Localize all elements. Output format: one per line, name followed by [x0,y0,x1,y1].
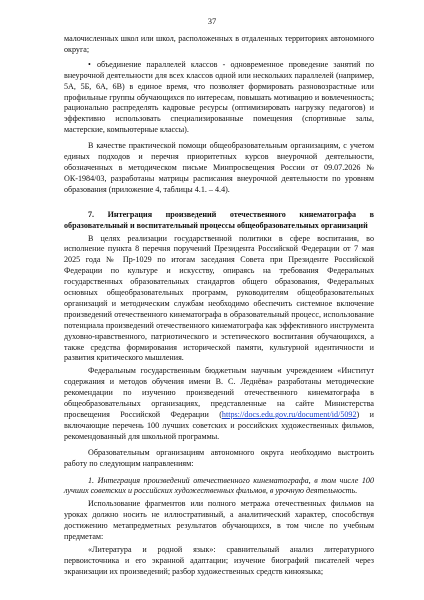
paragraph-text-before-link: Федеральным государственным бюджетным научным учреждением «Институт содержания и методов обучения имени В. С. Леднёва» разработаны методические рекомендации по изучению произведений отечественного кинематографа в общеобразовательных организациях, представленные на сайте Министерства просвещения Российской Федерации ( [64,366,374,419]
page-number: 37 [207,16,217,26]
bullet-paragraph [64,60,374,136]
paragraph-continuation: малочисленных школ или школ, расположенных в отдаленных территориях автономного округа; [64,34,374,54]
document-link[interactable]: https://docs.edu.gov.ru/document/id/5092 [221,410,357,419]
section-heading: 7. Интеграция произведений отечественного кинематографа в образовательный и воспитательный процессы общеобразовательных организаций [64,209,374,230]
bullet-icon: • [88,59,91,69]
paragraph-schedule-matrices: В качестве практической помощи общеобразовательным организациям, с учетом единых подходов и перечня приоритетных курсов внеурочной деятельности, обозначенных в методическом письме Минпросвещения России от 09.07.2026 № ОК-1984/03, разработаны матрицы расписания внеурочной деятельности по уровням образования (приложение 4, таблицы 4.1. – 4.4). [64,141,374,194]
paragraph-literature-subject: «Литература и родной язык»: сравнительный анализ литературного первоисточника и его экранной адаптации; изучение биографий писателей через экранизации их произведений; разбор художественных средств киноязыка; [64,544,374,576]
paragraph-state-policy: В целях реализации государственной политики в сфере воспитания, во исполнение пункта 8 перечня поручений Президента Российской Федерации от 7 мая 2025 года № Пр-1029 по итогам заседания Совета при Президенте Российской Федерации по культуре и искусству, опираясь на требования Федеральных государственных образовательных стандартов общего образования, Федеральных основных общеобразовательных программ, руководителям общеобразовательных организаций и методическим службам необходимо обеспечить системное включение произведений отечественного кинематографа в образовательный процесс, использование потенциала произведений отечественного кинематографа как эффективного инструмента духовно-нравственного, патриотического и эстетического воспитания обучающихся, а также средства формирования исторической памяти, культурной идентичности и развития критического мышления. [64,233,374,363]
paragraph-text-after-link: ) и включающие перечень 100 лучших советских и российских художественных фильмов, рекомендованный для школьной программы. [64,410,374,441]
numbered-item-1: 1. Интеграция произведений отечественного кинематографа, в том числе 100 лучших советских и российских художественных фильмов, в урочную деятельность. [64,475,374,496]
paragraph-methodical-recommendations [64,366,374,442]
paragraph-directions-intro: Образовательным организациям автономного округа необходимо выстроить работу по следующим направлениям: [64,447,374,468]
page-body [64,34,374,578]
bullet-text: объединение параллелей классов - одновременное проведение занятий по внеурочной деятельности для всех классов одной или нескольких параллелей (например, 5А, 5Б, 6А, 6В) в единое время, что позволяет формировать разновозрастные или профильные группы обучающихся по интересам, повышать мотивацию и вовлеченность; рационально распределять кадровые ресурсы (оптимизировать нагрузку педагогов) и эффективно использовать специализированные помещения (спортивные залы, мастерские, компьютерные классы). [64,59,374,135]
paragraph-film-usage: Использование фрагментов или полного метража отечественных фильмов на уроках должно носить не иллюстративный, а аналитический характер, способствуя достижению метапредметных результатов обучающихся, в том числе по учебным предметам: [64,499,374,542]
